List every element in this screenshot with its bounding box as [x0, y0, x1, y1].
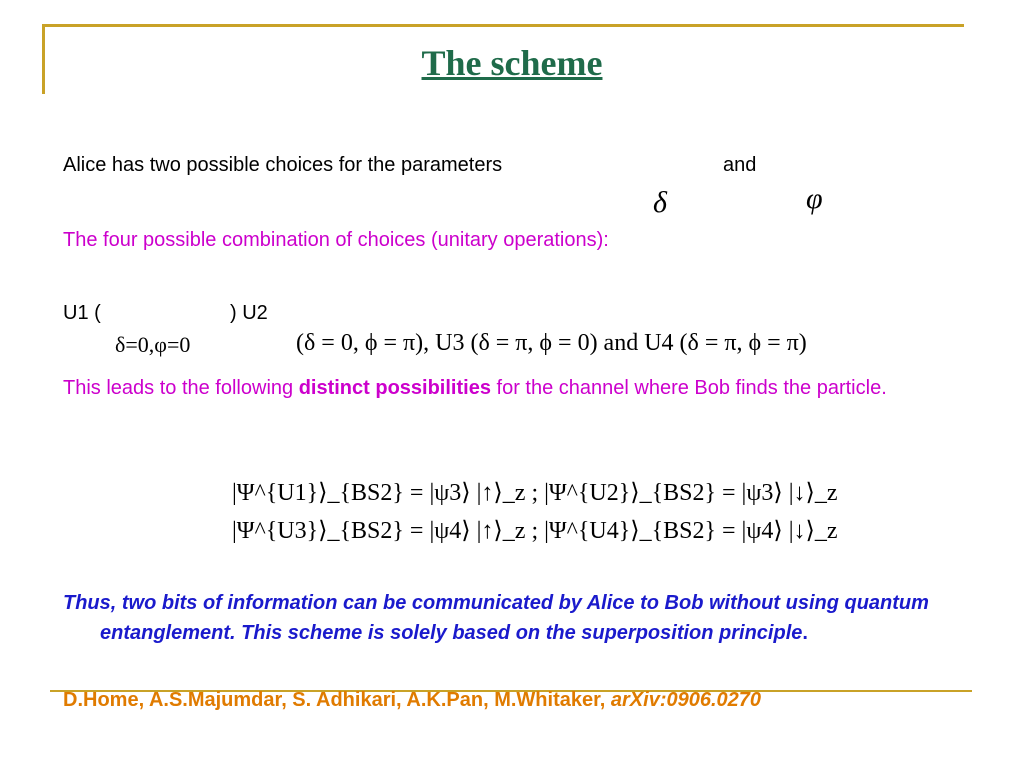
- equation-row-2: |Ψ^{U3}⟩_{BS2} = |ψ4⟩ |↑⟩_z ; |Ψ^{U4}⟩_{BS2} = |ψ4⟩ |↓⟩_z: [232, 518, 838, 544]
- slide-title: The scheme: [421, 43, 603, 83]
- u1-parameters: δ=0,φ=0: [115, 332, 191, 357]
- u2-u3-u4-parameters: (δ = 0, ϕ = π), U3 (δ = π, ϕ = 0) and U4 (δ = π, ϕ = π): [296, 330, 807, 356]
- conclusion-paragraph: Thus, two bits of information can be communicated by Alice to Bob without using quantum entanglement. This scheme is solely based on the superposition principle.: [63, 592, 929, 644]
- u1-close-u2: ) U2: [230, 302, 268, 324]
- combinations-sentence: The four possible combination of choices (unitary operations):: [63, 229, 609, 251]
- phi-symbol: φ: [806, 182, 823, 215]
- frame-top-line: [42, 24, 964, 27]
- parameters-sentence: Alice has two possible choices for the parameters: [63, 154, 503, 176]
- equation-row-1: |Ψ^{U1}⟩_{BS2} = |ψ3⟩ |↑⟩_z ; |Ψ^{U2}⟩_{BS2} = |ψ3⟩ |↓⟩_z: [232, 480, 838, 506]
- u1-open: U1 (: [63, 302, 101, 324]
- delta-symbol: δ: [653, 186, 667, 219]
- distinct-possibilities-sentence: This leads to the following distinct possibilities for the channel where Bob finds the particle.: [63, 377, 887, 399]
- arxiv-identifier: arXiv:0906.0270: [610, 689, 762, 711]
- and-word: and: [723, 154, 757, 176]
- reference-citation: D.Home, A.S.Majumdar, S. Adhikari, A.K.Pan, M.Whitaker, arXiv:0906.0270: [63, 689, 762, 711]
- distinct-possibilities-emphasis: distinct possibilities: [298, 377, 491, 399]
